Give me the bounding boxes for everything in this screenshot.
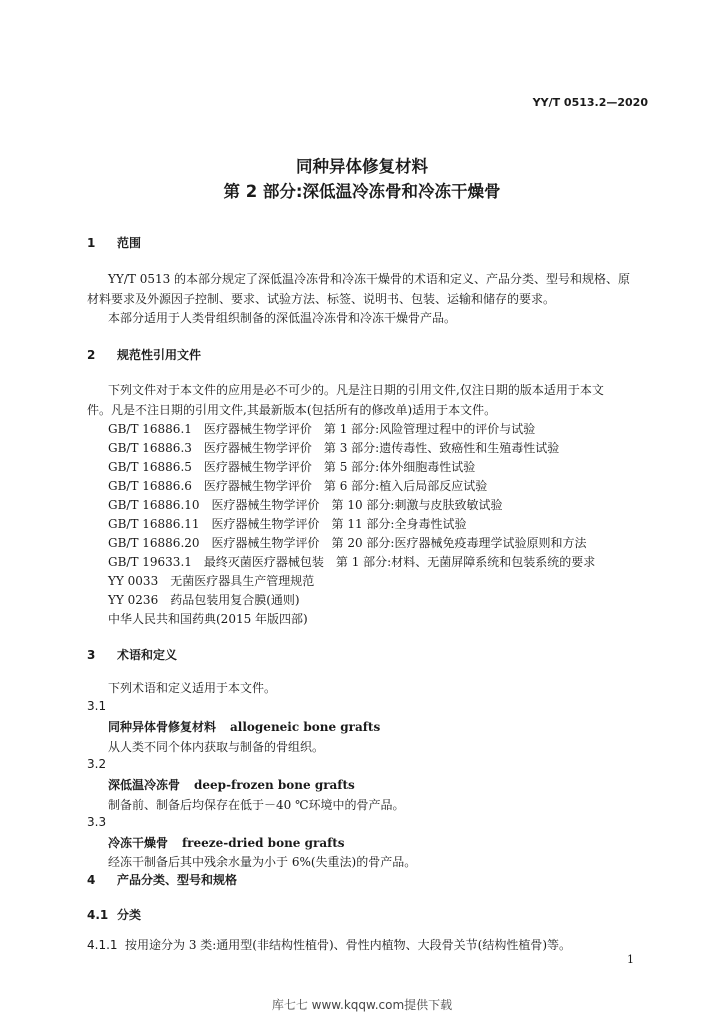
normative-intro-line: 件。凡是不注日期的引用文件,其最新版本(包括所有的修改单)适用于本文件。 bbox=[87, 403, 497, 417]
reference-item: GB/T 19633.1 最终灭菌医疗器械包装 第 1 部分:材料、无菌屏障系统和包装系统的要求 bbox=[108, 555, 596, 569]
section-title: 分类 bbox=[117, 908, 142, 922]
section-4-1-heading bbox=[87, 906, 141, 923]
reference-item: YY 0236 药品包装用复合膜(通则) bbox=[108, 593, 300, 607]
term-heading bbox=[108, 718, 380, 735]
section-title: 规范性引用文件 bbox=[117, 348, 202, 362]
term-en: allogeneic bone grafts bbox=[230, 720, 381, 734]
scope-paragraph: 本部分适用于人类骨组织制备的深低温冷冻骨和冷冻干燥骨产品。 bbox=[108, 311, 457, 325]
clause-number: 4.1.1 bbox=[87, 938, 118, 952]
term-zh: 同种异体骨修复材料 bbox=[108, 720, 217, 734]
reference-item: GB/T 16886.20 医疗器械生物学评价 第 20 部分:医疗器械免疫毒理学试验原则和方法 bbox=[108, 536, 587, 550]
document-title: 同种异体修复材料 bbox=[296, 157, 428, 176]
term-definition: 制备前、制备后均保存在低于－40 ℃环境中的骨产品。 bbox=[108, 798, 405, 812]
term-zh: 冷冻干燥骨 bbox=[108, 836, 169, 850]
section-title: 术语和定义 bbox=[117, 648, 178, 662]
reference-item: GB/T 16886.5 医疗器械生物学评价 第 5 部分:体外细胞毒性试验 bbox=[108, 460, 476, 474]
section-number: 3 bbox=[87, 648, 96, 662]
reference-item: 中华人民共和国药典(2015 年版四部) bbox=[108, 612, 308, 626]
terms-intro: 下列术语和定义适用于本文件。 bbox=[108, 681, 277, 695]
term-en: deep-frozen bone grafts bbox=[194, 778, 355, 792]
term-zh: 深低温冷冻骨 bbox=[108, 778, 181, 792]
section-number: 1 bbox=[87, 236, 96, 250]
classification-clause bbox=[87, 936, 571, 953]
normative-intro-line: 下列文件对于本文件的应用是必不可少的。凡是注日期的引用文件,仅注日期的版本适用于本文 bbox=[108, 383, 604, 397]
section-title: 产品分类、型号和规格 bbox=[117, 873, 238, 887]
section-number: 4 bbox=[87, 873, 96, 887]
term-definition: 经冻干制备后其中残余水量为小于 6%(失重法)的骨产品。 bbox=[108, 855, 417, 869]
reference-item: GB/T 16886.1 医疗器械生物学评价 第 1 部分:风险管理过程中的评价与试验 bbox=[108, 422, 536, 436]
reference-item: YY 0033 无菌医疗器具生产管理规范 bbox=[108, 574, 315, 588]
term-number: 3.1 bbox=[87, 699, 107, 713]
download-footer: 库七七 www.kqqw.com提供下载 bbox=[271, 998, 453, 1012]
section-1-heading bbox=[87, 234, 141, 251]
section-title: 范围 bbox=[117, 236, 142, 250]
term-number: 3.2 bbox=[87, 757, 107, 771]
term-heading bbox=[108, 776, 355, 793]
section-2-heading bbox=[87, 346, 201, 363]
reference-item: GB/T 16886.3 医疗器械生物学评价 第 3 部分:遗传毒性、致癌性和生殖毒性试验 bbox=[108, 441, 560, 455]
clause-text: 按用途分为 3 类:通用型(非结构性植骨)、骨性内植物、大段骨关节(结构性植骨)等。 bbox=[125, 938, 572, 952]
term-en: freeze-dried bone grafts bbox=[182, 836, 345, 850]
section-4-heading bbox=[87, 871, 237, 888]
term-number: 3.3 bbox=[87, 815, 107, 829]
scope-paragraph-line: 材料要求及外源因子控制、要求、试验方法、标签、说明书、包装、运输和储存的要求。 bbox=[87, 292, 556, 306]
reference-item: GB/T 16886.10 医疗器械生物学评价 第 10 部分:刺激与皮肤致敏试验 bbox=[108, 498, 503, 512]
term-heading bbox=[108, 834, 345, 851]
reference-item: GB/T 16886.6 医疗器械生物学评价 第 6 部分:植入后局部反应试验 bbox=[108, 479, 488, 493]
term-definition: 从人类不同个体内获取与制备的骨组织。 bbox=[108, 740, 325, 754]
section-3-heading bbox=[87, 646, 177, 663]
document-subtitle: 第 2 部分:深低温冷冻骨和冷冻干燥骨 bbox=[223, 182, 501, 201]
reference-item: GB/T 16886.11 医疗器械生物学评价 第 11 部分:全身毒性试验 bbox=[108, 517, 467, 531]
section-number: 2 bbox=[87, 348, 96, 362]
standard-number: YY/T 0513.2—2020 bbox=[532, 96, 648, 109]
section-number: 4.1 bbox=[87, 908, 109, 922]
page-number: 1 bbox=[627, 953, 634, 966]
scope-paragraph-line: YY/T 0513 的本部分规定了深低温冷冻骨和冷冻干燥骨的术语和定义、产品分类、型号和规格、原 bbox=[108, 272, 631, 286]
